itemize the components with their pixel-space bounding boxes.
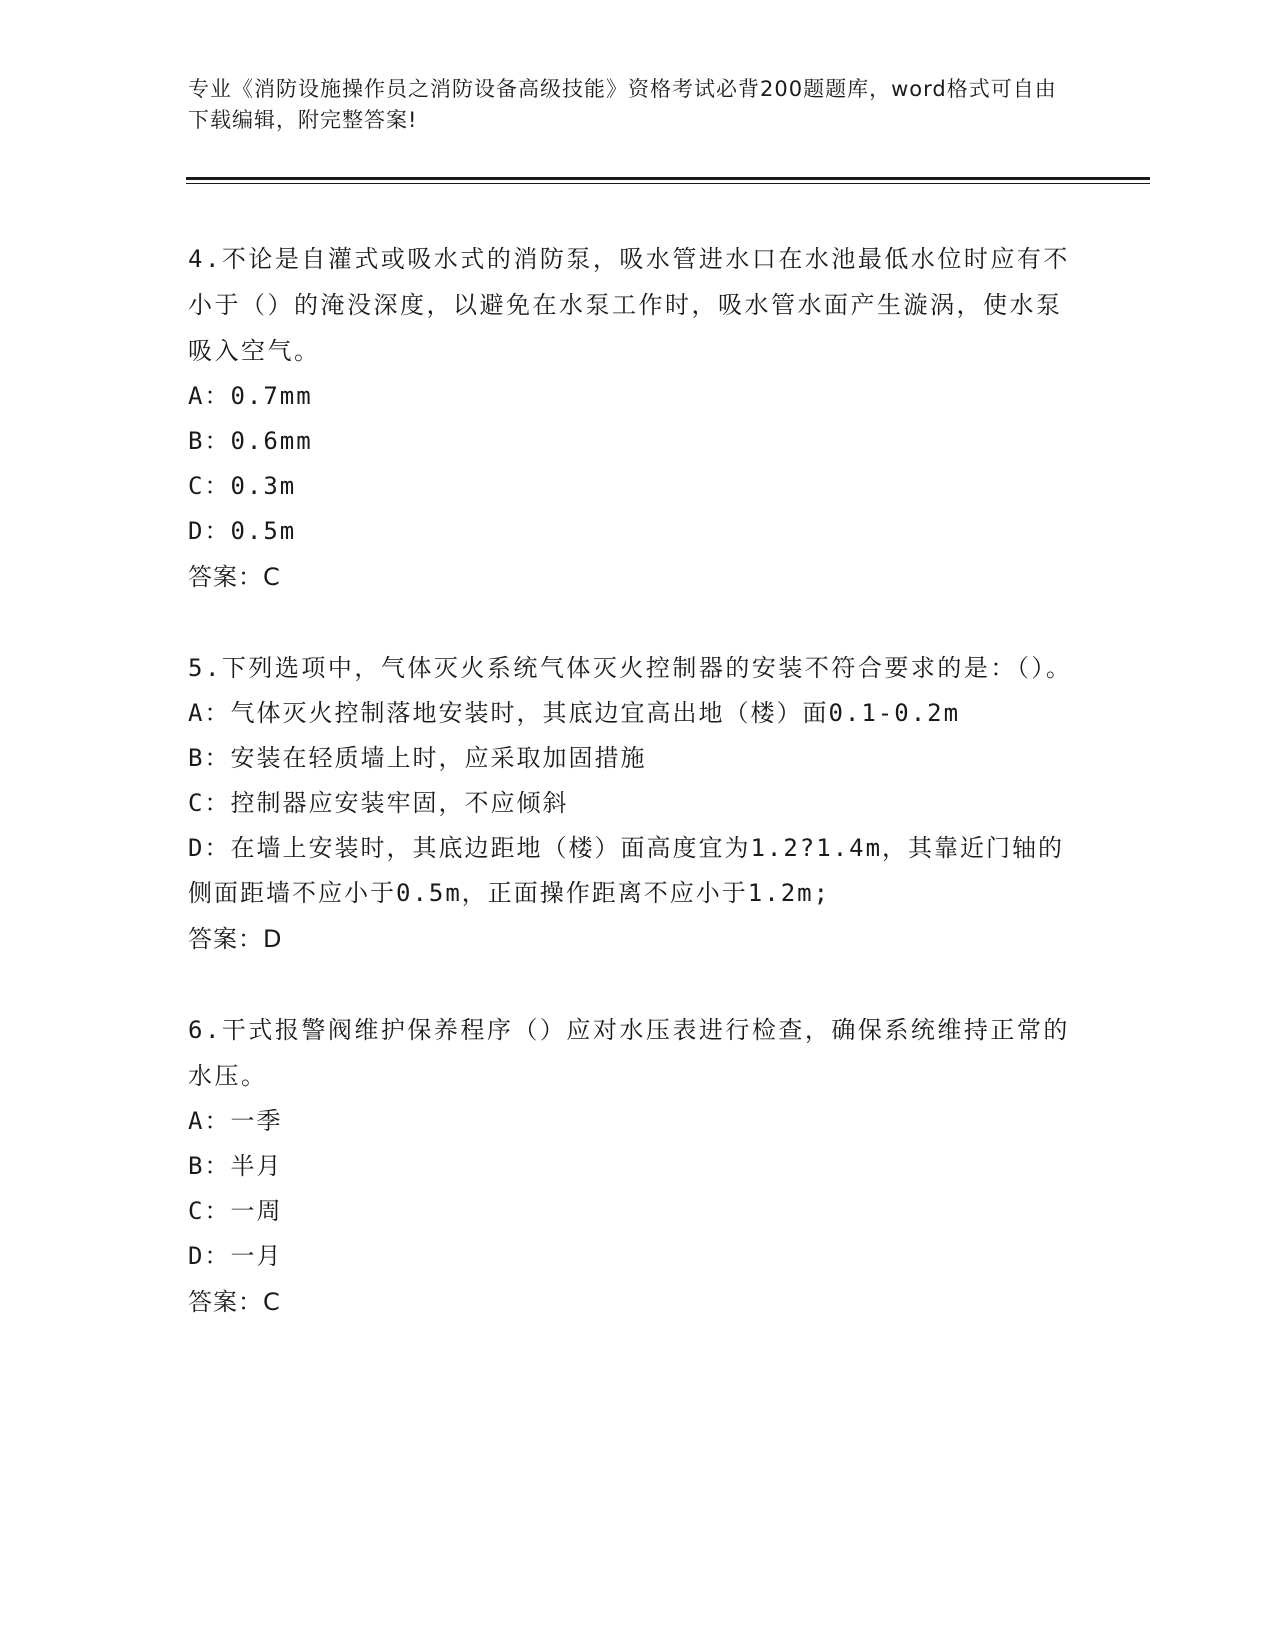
question-4 (188, 236, 1088, 600)
question-5 (188, 645, 1088, 962)
option-a: A：气体灭火控制落地安装时，其底边宜高出地（楼）面0.1-0.2m (188, 699, 961, 727)
option-c: C：0.3m (188, 472, 297, 500)
answer-line: 答案：C (188, 563, 281, 591)
document-header: 专业《消防设施操作员之消防设备高级技能》资格考试必背200题题库，word格式可自由下载编辑，附完整答案! (188, 77, 1057, 132)
option-d: D：一月 (188, 1242, 283, 1270)
answer-line: 答案：C (188, 1288, 281, 1316)
option-c: C：控制器应安装牢固，不应倾斜 (188, 789, 569, 817)
option-b: B：0.6mm (188, 427, 313, 455)
question-list (188, 236, 1088, 1325)
header-divider-thick (186, 177, 1150, 180)
option-d: D：在墙上安装时，其底边距地（楼）面高度宜为1.2?1.4m，其靠近门轴的侧面距墙不应小于0.5m，正面操作距离不应小于1.2m; (188, 834, 1065, 907)
option-a: A：0.7mm (188, 382, 313, 410)
option-d: D：0.5m (188, 517, 297, 545)
header-divider-thin (186, 183, 1150, 184)
option-b: B：安装在轻质墙上时，应采取加固措施 (188, 744, 647, 772)
question-text: 5.下列选项中，气体灭火系统气体灭火控制器的安装不符合要求的是：（）。 (188, 654, 1073, 682)
option-c: C：一周 (188, 1197, 283, 1225)
option-a: A：一季 (188, 1107, 283, 1135)
option-b: B：半月 (188, 1152, 283, 1180)
question-text: 4.不论是自灌式或吸水式的消防泵，吸水管进水口在水池最低水位时应有不小于（）的淹没深度，以避免在水泵工作时，吸水管水面产生漩涡，使水泵吸入空气。 (188, 245, 1070, 365)
question-6 (188, 1007, 1088, 1325)
answer-line: 答案：D (188, 925, 283, 953)
question-text: 6.干式报警阀维护保养程序（）应对水压表进行检查，确保系统维持正常的水压。 (188, 1016, 1070, 1090)
